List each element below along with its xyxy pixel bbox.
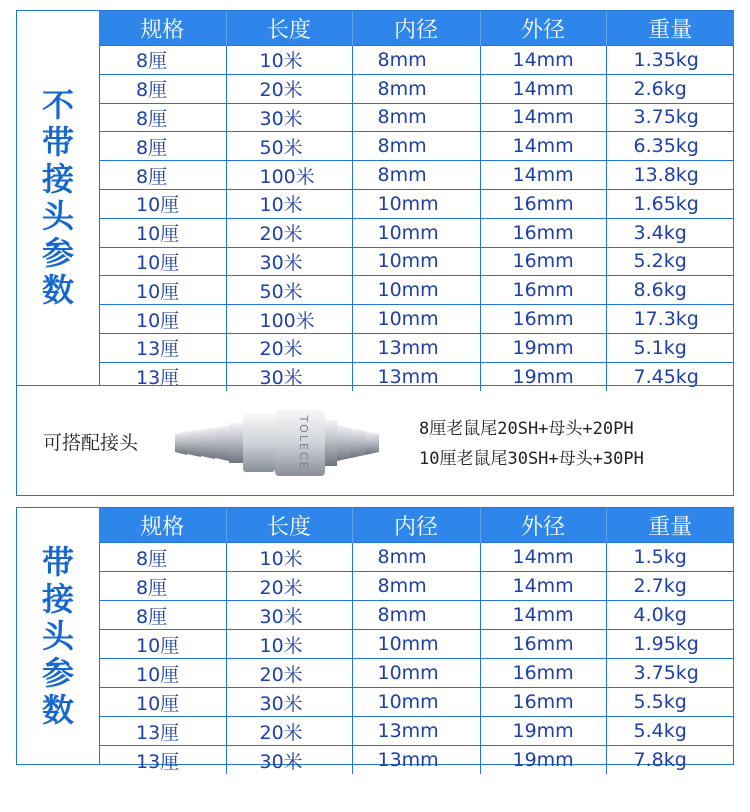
cell-weight: 1.95kg bbox=[606, 630, 734, 659]
connector-models bbox=[419, 414, 644, 474]
cell-outer-diameter: 14mm bbox=[480, 46, 606, 75]
cell-weight: 2.7kg bbox=[606, 572, 734, 601]
side-label-panel bbox=[17, 11, 100, 385]
cell-spec: 10厘 bbox=[99, 189, 226, 218]
cell-weight: 5.1kg bbox=[606, 333, 734, 362]
cell-weight: 3.75kg bbox=[606, 103, 734, 132]
table-row bbox=[99, 247, 734, 276]
header-spec: 规格 bbox=[99, 11, 226, 46]
cell-inner-diameter: 13mm bbox=[352, 362, 480, 390]
cell-spec: 8厘 bbox=[99, 46, 226, 75]
cell-weight: 1.65kg bbox=[606, 189, 734, 218]
cell-spec: 13厘 bbox=[99, 362, 226, 390]
cell-spec: 10厘 bbox=[99, 218, 226, 247]
cell-weight: 8.6kg bbox=[606, 276, 734, 305]
cell-length: 30米 bbox=[226, 247, 352, 276]
cell-length: 30米 bbox=[226, 746, 352, 775]
table-row bbox=[99, 572, 734, 601]
cell-spec: 8厘 bbox=[99, 572, 226, 601]
table-row bbox=[99, 276, 734, 305]
cell-weight: 5.5kg bbox=[606, 688, 734, 717]
side-label-panel bbox=[17, 508, 100, 764]
compatible-connector-label: 可搭配接头 bbox=[43, 432, 139, 454]
cell-length: 20米 bbox=[226, 717, 352, 746]
header-weight: 重量 bbox=[606, 508, 734, 543]
cell-outer-diameter: 19mm bbox=[480, 717, 606, 746]
cell-length: 20米 bbox=[226, 572, 352, 601]
cell-outer-diameter: 16mm bbox=[480, 218, 606, 247]
cell-outer-diameter: 14mm bbox=[480, 132, 606, 161]
cell-spec: 13厘 bbox=[99, 717, 226, 746]
cell-outer-diameter: 14mm bbox=[480, 103, 606, 132]
table-row bbox=[99, 305, 734, 334]
spec-table-without-connector bbox=[16, 10, 734, 390]
cell-inner-diameter: 8mm bbox=[352, 601, 480, 630]
cell-inner-diameter: 10mm bbox=[352, 218, 480, 247]
spec-table bbox=[99, 11, 734, 391]
cell-inner-diameter: 10mm bbox=[352, 305, 480, 334]
cell-spec: 10厘 bbox=[99, 688, 226, 717]
cell-outer-diameter: 16mm bbox=[480, 659, 606, 688]
cell-inner-diameter: 10mm bbox=[352, 630, 480, 659]
cell-spec: 10厘 bbox=[99, 247, 226, 276]
cell-length: 10米 bbox=[226, 189, 352, 218]
cell-inner-diameter: 10mm bbox=[352, 659, 480, 688]
table-row bbox=[99, 746, 734, 775]
cell-inner-diameter: 10mm bbox=[352, 189, 480, 218]
cell-weight: 7.45kg bbox=[606, 362, 734, 390]
cell-weight: 3.75kg bbox=[606, 659, 734, 688]
side-label: 不带接头参数 bbox=[41, 86, 74, 309]
header-row bbox=[99, 11, 734, 46]
cell-spec: 10厘 bbox=[99, 276, 226, 305]
table-row bbox=[99, 688, 734, 717]
cell-outer-diameter: 14mm bbox=[480, 543, 606, 572]
cell-spec: 10厘 bbox=[99, 659, 226, 688]
cell-outer-diameter: 16mm bbox=[480, 305, 606, 334]
cell-length: 100米 bbox=[226, 161, 352, 190]
header-row bbox=[99, 508, 734, 543]
cell-inner-diameter: 8mm bbox=[352, 161, 480, 190]
cell-inner-diameter: 13mm bbox=[352, 746, 480, 775]
cell-length: 50米 bbox=[226, 276, 352, 305]
header-length: 长度 bbox=[226, 508, 352, 543]
cell-weight: 6.35kg bbox=[606, 132, 734, 161]
cell-length: 10米 bbox=[226, 543, 352, 572]
table-row bbox=[99, 659, 734, 688]
table-row bbox=[99, 601, 734, 630]
table-row bbox=[99, 74, 734, 103]
cell-outer-diameter: 16mm bbox=[480, 688, 606, 717]
header-outer-diameter: 外径 bbox=[480, 508, 606, 543]
cell-weight: 4.0kg bbox=[606, 601, 734, 630]
cell-outer-diameter: 14mm bbox=[480, 601, 606, 630]
cell-outer-diameter: 16mm bbox=[480, 189, 606, 218]
cell-length: 20米 bbox=[226, 74, 352, 103]
cell-outer-diameter: 14mm bbox=[480, 161, 606, 190]
cell-length: 10米 bbox=[226, 46, 352, 75]
cell-weight: 13.8kg bbox=[606, 161, 734, 190]
cell-inner-diameter: 13mm bbox=[352, 717, 480, 746]
table-row bbox=[99, 543, 734, 572]
cell-outer-diameter: 16mm bbox=[480, 247, 606, 276]
cell-outer-diameter: 16mm bbox=[480, 276, 606, 305]
cell-weight: 17.3kg bbox=[606, 305, 734, 334]
cell-spec: 8厘 bbox=[99, 161, 226, 190]
cell-length: 30米 bbox=[226, 362, 352, 390]
cell-length: 30米 bbox=[226, 103, 352, 132]
connector-brand-text: TOLECE bbox=[297, 415, 310, 471]
cell-inner-diameter: 13mm bbox=[352, 333, 480, 362]
cell-outer-diameter: 19mm bbox=[480, 746, 606, 775]
header-weight: 重量 bbox=[606, 11, 734, 46]
cell-weight: 1.35kg bbox=[606, 46, 734, 75]
cell-inner-diameter: 8mm bbox=[352, 74, 480, 103]
cell-outer-diameter: 16mm bbox=[480, 630, 606, 659]
table-row bbox=[99, 132, 734, 161]
cell-weight: 5.4kg bbox=[606, 717, 734, 746]
cell-length: 10米 bbox=[226, 630, 352, 659]
cell-spec: 10厘 bbox=[99, 630, 226, 659]
header-inner-diameter: 内径 bbox=[352, 11, 480, 46]
cell-inner-diameter: 10mm bbox=[352, 688, 480, 717]
connector-model-line-2: 10厘老鼠尾30SH+母头+30PH bbox=[419, 449, 644, 469]
cell-inner-diameter: 8mm bbox=[352, 103, 480, 132]
table-row bbox=[99, 333, 734, 362]
cell-length: 20米 bbox=[226, 218, 352, 247]
cell-inner-diameter: 8mm bbox=[352, 572, 480, 601]
cell-spec: 8厘 bbox=[99, 103, 226, 132]
cell-inner-diameter: 8mm bbox=[352, 543, 480, 572]
cell-spec: 10厘 bbox=[99, 305, 226, 334]
cell-spec: 8厘 bbox=[99, 601, 226, 630]
cell-length: 20米 bbox=[226, 659, 352, 688]
quick-connector-image bbox=[173, 408, 388, 478]
connector-model-line-1: 8厘老鼠尾20SH+母头+20PH bbox=[419, 419, 634, 439]
cell-weight: 3.4kg bbox=[606, 218, 734, 247]
cell-outer-diameter: 19mm bbox=[480, 333, 606, 362]
cell-inner-diameter: 8mm bbox=[352, 132, 480, 161]
header-inner-diameter: 内径 bbox=[352, 508, 480, 543]
cell-outer-diameter: 14mm bbox=[480, 74, 606, 103]
cell-length: 20米 bbox=[226, 333, 352, 362]
table-row bbox=[99, 46, 734, 75]
cell-inner-diameter: 10mm bbox=[352, 276, 480, 305]
cell-length: 30米 bbox=[226, 601, 352, 630]
cell-weight: 7.8kg bbox=[606, 746, 734, 775]
cell-length: 50米 bbox=[226, 132, 352, 161]
cell-weight: 5.2kg bbox=[606, 247, 734, 276]
cell-spec: 8厘 bbox=[99, 543, 226, 572]
spec-table-with-connector bbox=[16, 507, 734, 773]
cell-outer-diameter: 19mm bbox=[480, 362, 606, 390]
cell-spec: 13厘 bbox=[99, 333, 226, 362]
cell-inner-diameter: 10mm bbox=[352, 247, 480, 276]
spec-table bbox=[99, 508, 734, 774]
table-row bbox=[99, 717, 734, 746]
cell-spec: 13厘 bbox=[99, 746, 226, 775]
cell-weight: 2.6kg bbox=[606, 74, 734, 103]
cell-outer-diameter: 14mm bbox=[480, 572, 606, 601]
cell-weight: 1.5kg bbox=[606, 543, 734, 572]
table-row bbox=[99, 189, 734, 218]
table-row bbox=[99, 103, 734, 132]
cell-length: 30米 bbox=[226, 688, 352, 717]
cell-inner-diameter: 8mm bbox=[352, 46, 480, 75]
cell-length: 100米 bbox=[226, 305, 352, 334]
header-outer-diameter: 外径 bbox=[480, 11, 606, 46]
compatible-connector-panel bbox=[16, 385, 734, 496]
header-spec: 规格 bbox=[99, 508, 226, 543]
cell-spec: 8厘 bbox=[99, 74, 226, 103]
table-row bbox=[99, 630, 734, 659]
cell-spec: 8厘 bbox=[99, 132, 226, 161]
table-row bbox=[99, 218, 734, 247]
side-label: 带接头参数 bbox=[41, 542, 74, 729]
header-length: 长度 bbox=[226, 11, 352, 46]
table-row bbox=[99, 161, 734, 190]
